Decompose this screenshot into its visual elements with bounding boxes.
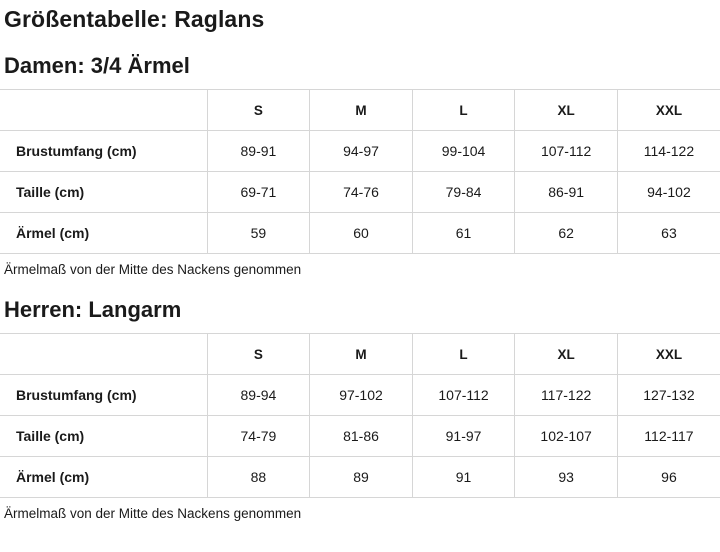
cell-value: 88	[207, 457, 310, 498]
cell-value: 102-107	[515, 416, 618, 457]
cell-value: 59	[207, 213, 310, 254]
cell-value: 94-97	[310, 131, 413, 172]
table-row	[0, 416, 720, 457]
table-header-damen	[0, 90, 720, 131]
table-row	[0, 213, 720, 254]
cell-value: 60	[310, 213, 413, 254]
cell-value: 112-117	[617, 416, 720, 457]
table-row	[0, 172, 720, 213]
cell-value: 89-94	[207, 375, 310, 416]
cell-value: 81-86	[310, 416, 413, 457]
cell-value: 62	[515, 213, 618, 254]
cell-value: 69-71	[207, 172, 310, 213]
cell-value: 74-76	[310, 172, 413, 213]
cell-value: 93	[515, 457, 618, 498]
section-heading-damen: Damen: 3/4 Ärmel	[4, 53, 190, 78]
cell-value: 127-132	[617, 375, 720, 416]
table-note-damen: Ärmelmaß von der Mitte des Nackens genommen	[4, 262, 302, 277]
page-title: Größentabelle: Raglans	[4, 6, 265, 32]
cell-value: 79-84	[412, 172, 515, 213]
cell-value: 74-79	[207, 416, 310, 457]
column-header-xl: XL	[515, 334, 618, 375]
cell-value: 107-112	[412, 375, 515, 416]
row-label: Ärmel (cm)	[0, 457, 207, 498]
cell-value: 99-104	[412, 131, 515, 172]
table-row	[0, 375, 720, 416]
table-header-herren	[0, 334, 720, 375]
size-table-herren	[0, 333, 720, 498]
cell-value: 91	[412, 457, 515, 498]
column-header-l: L	[412, 334, 515, 375]
table-body-herren	[0, 375, 720, 498]
column-header-l: L	[412, 90, 515, 131]
table-corner-cell	[0, 334, 207, 375]
table-body-damen	[0, 131, 720, 254]
column-header-s: S	[207, 334, 310, 375]
row-label: Brustumfang (cm)	[0, 375, 207, 416]
section-damen	[0, 33, 720, 277]
cell-value: 86-91	[515, 172, 618, 213]
cell-value: 97-102	[310, 375, 413, 416]
table-row	[0, 131, 720, 172]
section-herren	[0, 277, 720, 521]
row-label: Taille (cm)	[0, 172, 207, 213]
cell-value: 63	[617, 213, 720, 254]
cell-value: 89	[310, 457, 413, 498]
table-row	[0, 457, 720, 498]
column-header-xl: XL	[515, 90, 618, 131]
column-header-s: S	[207, 90, 310, 131]
cell-value: 107-112	[515, 131, 618, 172]
size-table-damen	[0, 89, 720, 254]
column-header-m: M	[310, 334, 413, 375]
cell-value: 114-122	[617, 131, 720, 172]
table-header-row	[0, 334, 720, 375]
column-header-xxl: XXL	[617, 90, 720, 131]
cell-value: 91-97	[412, 416, 515, 457]
column-header-m: M	[310, 90, 413, 131]
table-note-herren: Ärmelmaß von der Mitte des Nackens genommen	[4, 506, 302, 521]
column-header-xxl: XXL	[617, 334, 720, 375]
row-label: Brustumfang (cm)	[0, 131, 207, 172]
row-label: Taille (cm)	[0, 416, 207, 457]
table-header-row	[0, 90, 720, 131]
cell-value: 89-91	[207, 131, 310, 172]
section-heading-herren: Herren: Langarm	[4, 297, 182, 322]
cell-value: 61	[412, 213, 515, 254]
row-label: Ärmel (cm)	[0, 213, 207, 254]
cell-value: 94-102	[617, 172, 720, 213]
table-corner-cell	[0, 90, 207, 131]
cell-value: 117-122	[515, 375, 618, 416]
cell-value: 96	[617, 457, 720, 498]
